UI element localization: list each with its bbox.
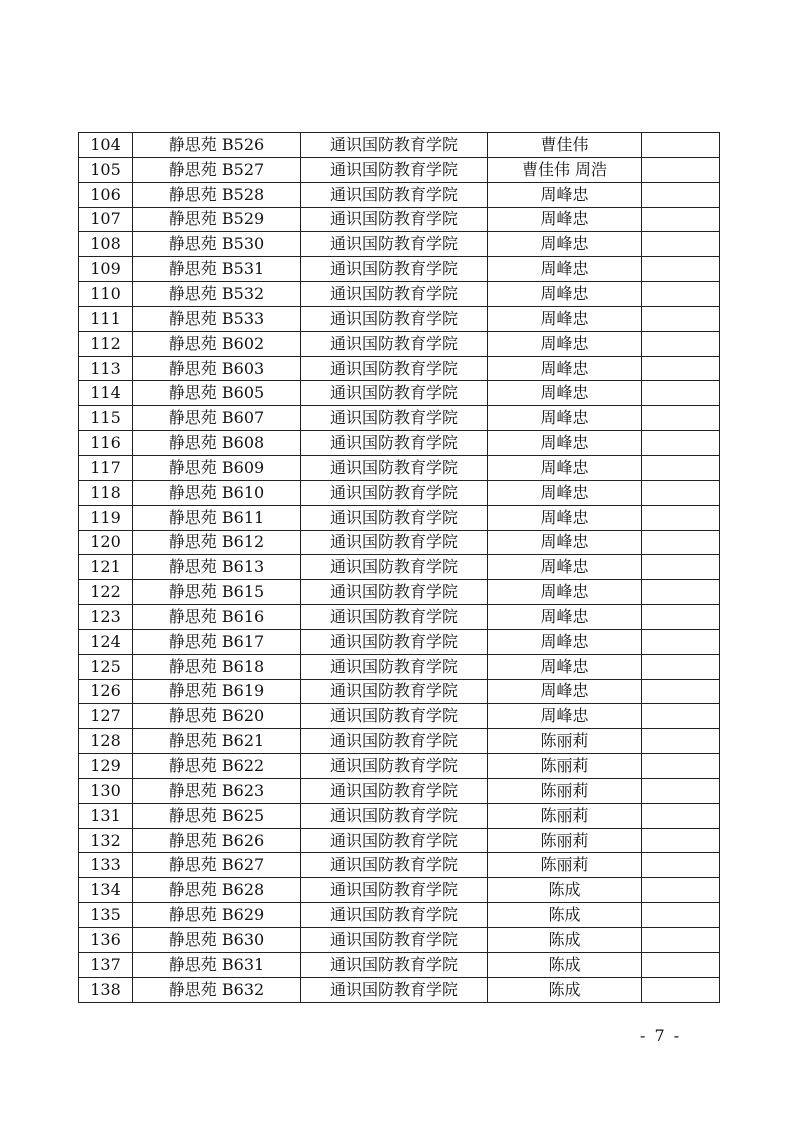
cell-number: 129 (79, 754, 133, 779)
cell-college: 通识国防教育学院 (301, 381, 488, 406)
cell-college: 通识国防教育学院 (301, 157, 488, 182)
table-row (79, 754, 720, 779)
cell-note (642, 605, 720, 630)
cell-college: 通识国防教育学院 (301, 306, 488, 331)
cell-college: 通识国防教育学院 (301, 679, 488, 704)
cell-note (642, 952, 720, 977)
cell-college: 通识国防教育学院 (301, 431, 488, 456)
cell-number: 121 (79, 555, 133, 580)
cell-person: 周峰忠 (488, 505, 642, 530)
cell-room: 静思苑 B620 (133, 704, 301, 729)
cell-note (642, 729, 720, 754)
cell-college: 通识国防教育学院 (301, 282, 488, 307)
cell-number: 111 (79, 306, 133, 331)
cell-number: 124 (79, 629, 133, 654)
cell-note (642, 828, 720, 853)
cell-room: 静思苑 B527 (133, 157, 301, 182)
cell-note (642, 778, 720, 803)
cell-college: 通识国防教育学院 (301, 754, 488, 779)
cell-person: 周峰忠 (488, 629, 642, 654)
table-row (79, 605, 720, 630)
table-row (79, 381, 720, 406)
cell-college: 通识国防教育学院 (301, 654, 488, 679)
cell-room: 静思苑 B609 (133, 455, 301, 480)
cell-person: 周峰忠 (488, 654, 642, 679)
cell-number: 132 (79, 828, 133, 853)
table-row (79, 480, 720, 505)
cell-person: 陈成 (488, 903, 642, 928)
cell-note (642, 555, 720, 580)
table-row (79, 530, 720, 555)
cell-number: 128 (79, 729, 133, 754)
cell-person: 周峰忠 (488, 207, 642, 232)
cell-college: 通识国防教育学院 (301, 605, 488, 630)
cell-college: 通识国防教育学院 (301, 257, 488, 282)
cell-person: 陈成 (488, 952, 642, 977)
cell-room: 静思苑 B533 (133, 306, 301, 331)
cell-person: 周峰忠 (488, 679, 642, 704)
table-row (79, 878, 720, 903)
cell-person: 陈丽莉 (488, 803, 642, 828)
cell-number: 110 (79, 282, 133, 307)
cell-room: 静思苑 B610 (133, 480, 301, 505)
cell-room: 静思苑 B526 (133, 133, 301, 158)
cell-college: 通识国防教育学院 (301, 803, 488, 828)
table-row (79, 182, 720, 207)
cell-number: 133 (79, 853, 133, 878)
cell-college: 通识国防教育学院 (301, 903, 488, 928)
cell-number: 131 (79, 803, 133, 828)
cell-note (642, 754, 720, 779)
cell-person: 周峰忠 (488, 704, 642, 729)
cell-person: 周峰忠 (488, 381, 642, 406)
table-row (79, 455, 720, 480)
cell-room: 静思苑 B625 (133, 803, 301, 828)
cell-room: 静思苑 B627 (133, 853, 301, 878)
cell-note (642, 331, 720, 356)
cell-room: 静思苑 B615 (133, 580, 301, 605)
table-row (79, 406, 720, 431)
cell-note (642, 878, 720, 903)
cell-number: 126 (79, 679, 133, 704)
cell-college: 通识国防教育学院 (301, 505, 488, 530)
table-row (79, 629, 720, 654)
cell-room: 静思苑 B617 (133, 629, 301, 654)
cell-number: 118 (79, 480, 133, 505)
cell-room: 静思苑 B611 (133, 505, 301, 530)
table-row (79, 431, 720, 456)
cell-note (642, 282, 720, 307)
cell-number: 130 (79, 778, 133, 803)
cell-college: 通识国防教育学院 (301, 133, 488, 158)
cell-number: 107 (79, 207, 133, 232)
cell-person: 周峰忠 (488, 356, 642, 381)
cell-college: 通识国防教育学院 (301, 232, 488, 257)
cell-person: 周峰忠 (488, 257, 642, 282)
cell-note (642, 455, 720, 480)
cell-person: 周峰忠 (488, 455, 642, 480)
table-row (79, 903, 720, 928)
cell-person: 周峰忠 (488, 480, 642, 505)
cell-note (642, 704, 720, 729)
cell-person: 周峰忠 (488, 232, 642, 257)
cell-college: 通识国防教育学院 (301, 704, 488, 729)
cell-person: 陈丽莉 (488, 754, 642, 779)
cell-college: 通识国防教育学院 (301, 406, 488, 431)
table-row (79, 654, 720, 679)
cell-person: 周峰忠 (488, 580, 642, 605)
cell-number: 137 (79, 952, 133, 977)
cell-college: 通识国防教育学院 (301, 952, 488, 977)
cell-person: 周峰忠 (488, 406, 642, 431)
cell-note (642, 977, 720, 1002)
cell-college: 通识国防教育学院 (301, 530, 488, 555)
table-row (79, 778, 720, 803)
cell-college: 通识国防教育学院 (301, 356, 488, 381)
cell-number: 119 (79, 505, 133, 530)
cell-note (642, 853, 720, 878)
cell-person: 陈丽莉 (488, 853, 642, 878)
page-number: - 7 - (640, 1026, 682, 1045)
cell-note (642, 406, 720, 431)
cell-note (642, 803, 720, 828)
cell-note (642, 157, 720, 182)
cell-number: 112 (79, 331, 133, 356)
table-row (79, 207, 720, 232)
cell-room: 静思苑 B622 (133, 754, 301, 779)
cell-room: 静思苑 B605 (133, 381, 301, 406)
cell-note (642, 480, 720, 505)
cell-note (642, 133, 720, 158)
cell-note (642, 580, 720, 605)
cell-number: 105 (79, 157, 133, 182)
cell-room: 静思苑 B532 (133, 282, 301, 307)
cell-number: 122 (79, 580, 133, 605)
cell-room: 静思苑 B602 (133, 331, 301, 356)
dormitory-table (78, 132, 720, 1003)
cell-note (642, 679, 720, 704)
cell-college: 通识国防教育学院 (301, 207, 488, 232)
cell-person: 周峰忠 (488, 555, 642, 580)
cell-number: 127 (79, 704, 133, 729)
table-row (79, 555, 720, 580)
cell-person: 周峰忠 (488, 331, 642, 356)
cell-college: 通识国防教育学院 (301, 853, 488, 878)
cell-number: 120 (79, 530, 133, 555)
cell-person: 陈丽莉 (488, 729, 642, 754)
cell-room: 静思苑 B528 (133, 182, 301, 207)
cell-college: 通识国防教育学院 (301, 455, 488, 480)
cell-room: 静思苑 B531 (133, 257, 301, 282)
cell-note (642, 903, 720, 928)
cell-note (642, 257, 720, 282)
table-row (79, 679, 720, 704)
cell-number: 108 (79, 232, 133, 257)
cell-college: 通识国防教育学院 (301, 778, 488, 803)
cell-number: 104 (79, 133, 133, 158)
cell-room: 静思苑 B629 (133, 903, 301, 928)
cell-note (642, 182, 720, 207)
cell-room: 静思苑 B619 (133, 679, 301, 704)
cell-college: 通识国防教育学院 (301, 331, 488, 356)
cell-college: 通识国防教育学院 (301, 828, 488, 853)
cell-person: 周峰忠 (488, 306, 642, 331)
cell-person: 陈成 (488, 928, 642, 953)
cell-college: 通识国防教育学院 (301, 629, 488, 654)
cell-college: 通识国防教育学院 (301, 182, 488, 207)
table-row (79, 803, 720, 828)
cell-room: 静思苑 B616 (133, 605, 301, 630)
cell-room: 静思苑 B623 (133, 778, 301, 803)
cell-note (642, 928, 720, 953)
cell-number: 117 (79, 455, 133, 480)
cell-number: 125 (79, 654, 133, 679)
cell-note (642, 381, 720, 406)
cell-person: 曹佳伟 (488, 133, 642, 158)
cell-note (642, 629, 720, 654)
table-row (79, 232, 720, 257)
cell-college: 通识国防教育学院 (301, 480, 488, 505)
cell-note (642, 356, 720, 381)
cell-room: 静思苑 B607 (133, 406, 301, 431)
cell-number: 138 (79, 977, 133, 1002)
table-row (79, 306, 720, 331)
cell-number: 113 (79, 356, 133, 381)
cell-room: 静思苑 B631 (133, 952, 301, 977)
cell-number: 114 (79, 381, 133, 406)
table-row (79, 729, 720, 754)
cell-room: 静思苑 B608 (133, 431, 301, 456)
cell-note (642, 654, 720, 679)
cell-room: 静思苑 B530 (133, 232, 301, 257)
cell-note (642, 505, 720, 530)
cell-number: 115 (79, 406, 133, 431)
cell-room: 静思苑 B618 (133, 654, 301, 679)
table-body (79, 133, 720, 1003)
cell-person: 周峰忠 (488, 282, 642, 307)
cell-note (642, 232, 720, 257)
table-row (79, 580, 720, 605)
cell-note (642, 530, 720, 555)
cell-person: 陈成 (488, 878, 642, 903)
cell-number: 123 (79, 605, 133, 630)
cell-note (642, 306, 720, 331)
cell-person: 周峰忠 (488, 182, 642, 207)
cell-number: 134 (79, 878, 133, 903)
cell-college: 通识国防教育学院 (301, 729, 488, 754)
cell-room: 静思苑 B613 (133, 555, 301, 580)
table-row (79, 356, 720, 381)
cell-room: 静思苑 B529 (133, 207, 301, 232)
cell-room: 静思苑 B630 (133, 928, 301, 953)
table-row (79, 828, 720, 853)
cell-room: 静思苑 B621 (133, 729, 301, 754)
cell-number: 116 (79, 431, 133, 456)
table-row (79, 977, 720, 1002)
table-row (79, 133, 720, 158)
cell-person: 周峰忠 (488, 530, 642, 555)
cell-person: 陈丽莉 (488, 778, 642, 803)
cell-person: 周峰忠 (488, 605, 642, 630)
cell-college: 通识国防教育学院 (301, 878, 488, 903)
table-row (79, 853, 720, 878)
cell-room: 静思苑 B626 (133, 828, 301, 853)
cell-person: 周峰忠 (488, 431, 642, 456)
cell-room: 静思苑 B603 (133, 356, 301, 381)
cell-room: 静思苑 B632 (133, 977, 301, 1002)
cell-number: 136 (79, 928, 133, 953)
cell-person: 陈丽莉 (488, 828, 642, 853)
cell-note (642, 207, 720, 232)
cell-person: 陈成 (488, 977, 642, 1002)
cell-number: 135 (79, 903, 133, 928)
cell-person: 曹佳伟 周浩 (488, 157, 642, 182)
table-row (79, 704, 720, 729)
cell-number: 109 (79, 257, 133, 282)
table-row (79, 282, 720, 307)
table-row (79, 157, 720, 182)
table-row (79, 505, 720, 530)
table-row (79, 952, 720, 977)
cell-college: 通识国防教育学院 (301, 977, 488, 1002)
cell-number: 106 (79, 182, 133, 207)
cell-college: 通识国防教育学院 (301, 580, 488, 605)
cell-college: 通识国防教育学院 (301, 928, 488, 953)
cell-room: 静思苑 B612 (133, 530, 301, 555)
table-row (79, 331, 720, 356)
table-row (79, 257, 720, 282)
cell-room: 静思苑 B628 (133, 878, 301, 903)
cell-note (642, 431, 720, 456)
cell-college: 通识国防教育学院 (301, 555, 488, 580)
table-row (79, 928, 720, 953)
